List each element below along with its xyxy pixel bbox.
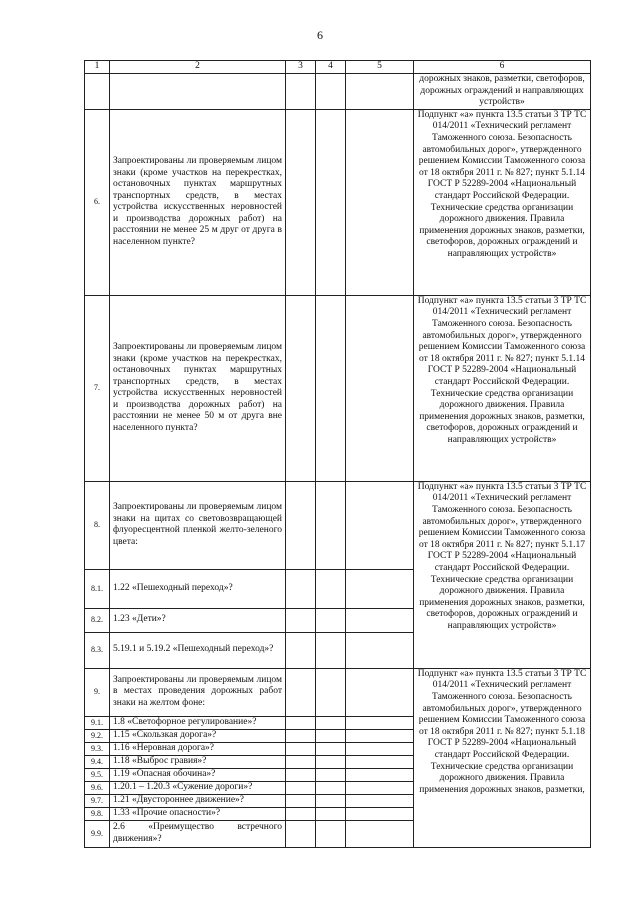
header-cell: 4 (316, 61, 346, 74)
page-number: 6 (317, 28, 323, 42)
table-row (85, 74, 591, 110)
header-cell: 5 (346, 61, 414, 74)
answer-cell-no (316, 74, 346, 110)
answer-cell-note (346, 729, 414, 742)
row-question: 1.8 «Светофорное регулирование»? (110, 716, 286, 729)
answer-cell-note (346, 807, 414, 820)
table-row (85, 295, 591, 481)
answer-cell-no (316, 755, 346, 768)
answer-cell-yes (286, 608, 316, 632)
row-question: 1.15 «Скользкая дорога»? (110, 729, 286, 742)
row-number: 8.2. (85, 608, 110, 632)
answer-cell-yes (286, 295, 316, 481)
answer-cell-yes (286, 716, 316, 729)
row-question: 1.22 «Пешеходный переход»? (110, 569, 286, 608)
answer-cell-no (316, 729, 346, 742)
row-question (110, 74, 286, 110)
row-question: Запроектированы ли проверяемым лицом знаки (кроме участков на перекрестках, остановочных пунктах маршрутных транспортных средств, в местах устройства искусственных неровностей и производства дорожных работ) на расстоянии не менее 25 м друг от друга в населенном пункте? (110, 109, 286, 295)
table-row (85, 109, 591, 295)
row-number: 7. (85, 295, 110, 481)
row-question: Запроектированы ли проверяемым лицом в местах проведения дорожных работ знаки на желтом фоне: (110, 668, 286, 716)
row-question: 1.21 «Двустороннее движение»? (110, 794, 286, 807)
answer-cell-note (346, 716, 414, 729)
answer-cell-no (316, 608, 346, 632)
answer-cell-no (316, 820, 346, 847)
answer-cell-yes (286, 755, 316, 768)
header-cell: 2 (110, 61, 286, 74)
row-number (85, 74, 110, 110)
answer-cell-no (316, 742, 346, 755)
answer-cell-yes (286, 742, 316, 755)
header-row (85, 61, 591, 74)
row-number: 9.4. (85, 755, 110, 768)
row-number: 9.3. (85, 742, 110, 755)
answer-cell-yes (286, 481, 316, 569)
header-cell: 3 (286, 61, 316, 74)
row-number: 9.7. (85, 794, 110, 807)
answer-cell-note (346, 569, 414, 608)
row-number: 9.5. (85, 768, 110, 781)
answer-cell-no (316, 632, 346, 668)
answer-cell-yes (286, 794, 316, 807)
answer-cell-note (346, 295, 414, 481)
answer-cell-no (316, 481, 346, 569)
answer-cell-note (346, 755, 414, 768)
checklist-table (84, 60, 591, 848)
answer-cell-note (346, 820, 414, 847)
answer-cell-note (346, 768, 414, 781)
answer-cell-note (346, 632, 414, 668)
answer-cell-yes (286, 820, 316, 847)
row-number: 9.9. (85, 820, 110, 847)
row-number: 8.1. (85, 569, 110, 608)
answer-cell-note (346, 794, 414, 807)
answer-cell-yes (286, 781, 316, 794)
row-number: 8.3. (85, 632, 110, 668)
row-number: 9. (85, 668, 110, 716)
answer-cell-note (346, 481, 414, 569)
row-question: 1.18 «Выброс гравия»? (110, 755, 286, 768)
row-number: 9.6. (85, 781, 110, 794)
table-row (85, 481, 591, 569)
answer-cell-note (346, 608, 414, 632)
answer-cell-note (346, 74, 414, 110)
row-number: 8. (85, 481, 110, 569)
row-number: 9.1. (85, 716, 110, 729)
answer-cell-no (316, 109, 346, 295)
row-question: 2.6 «Преимущество встречного движения»? (110, 820, 286, 847)
row-question: Запроектированы ли проверяемым лицом знаки на щитах со световозвращающей флуоресцентной пленкой желто-зеленого цвета: (110, 481, 286, 569)
row-question: 1.19 «Опасная обочина»? (110, 768, 286, 781)
answer-cell-no (316, 295, 346, 481)
answer-cell-no (316, 794, 346, 807)
row-requirement: дорожных знаков, разметки, светофоров, дорожных ограждений и направляющих устройств» (414, 74, 591, 110)
header-cell: 1 (85, 61, 110, 74)
row-question: 5.19.1 и 5.19.2 «Пешеходный переход»? (110, 632, 286, 668)
row-number: 6. (85, 109, 110, 295)
answer-cell-yes (286, 729, 316, 742)
answer-cell-no (316, 768, 346, 781)
answer-cell-yes (286, 807, 316, 820)
answer-cell-yes (286, 768, 316, 781)
answer-cell-no (316, 569, 346, 608)
answer-cell-no (316, 716, 346, 729)
answer-cell-note (346, 781, 414, 794)
row-number: 9.2. (85, 729, 110, 742)
answer-cell-yes (286, 632, 316, 668)
row-number: 9.8. (85, 807, 110, 820)
row-requirement: Подпункт «а» пункта 13.5 статьи 3 ТР ТС 014/2011 «Технический регламент Таможенного союза. Безопасность автомобильных дорог», утвержденного решением Комиссии Таможенного союза от 18 октября 2011 г. № 827; пункт 5.1.14 ГОСТ Р 52289-2004 «Национальный стандарт Российской Федерации. Технические средства организации дорожного движения. Правила применения дорожных знаков, разметки, светофоров, дорожных ограждений и направляющих устройств» (414, 295, 591, 481)
row-requirement: Подпункт «а» пункта 13.5 статьи 3 ТР ТС 014/2011 «Технический регламент Таможенного союза. Безопасность автомобильных дорог», утвержденного решением Комиссии Таможенного союза от 18 октября 2011 г. № 827; пункт 5.1.18 ГОСТ Р 52289-2004 «Национальный стандарт Российской Федерации. Технические средства организации дорожного движения. Правила применения дорожных знаков, разметки, (414, 668, 591, 847)
answer-cell-note (346, 668, 414, 716)
answer-cell-yes (286, 569, 316, 608)
row-requirement: Подпункт «а» пункта 13.5 статьи 3 ТР ТС 014/2011 «Технический регламент Таможенного союза. Безопасность автомобильных дорог», утвержденного решением Комиссии Таможенного союза от 18 октября 2011 г. № 827; пункт 5.1.17 ГОСТ Р 52289-2004 «Национальный стандарт Российской Федерации. Технические средства организации дорожного движения. Правила применения дорожных знаков, разметки, светофоров, дорожных ограждений и направляющих устройств» (414, 481, 591, 668)
answer-cell-no (316, 781, 346, 794)
row-question: 1.16 «Неровная дорога»? (110, 742, 286, 755)
answer-cell-note (346, 109, 414, 295)
answer-cell-no (316, 807, 346, 820)
table-row (85, 668, 591, 716)
header-cell: 6 (414, 61, 591, 74)
answer-cell-yes (286, 109, 316, 295)
answer-cell-yes (286, 668, 316, 716)
answer-cell-note (346, 742, 414, 755)
row-question: 1.33 «Прочие опасности»? (110, 807, 286, 820)
row-question: 1.20.1 – 1.20.3 «Сужение дороги»? (110, 781, 286, 794)
row-requirement: Подпункт «а» пункта 13.5 статьи 3 ТР ТС 014/2011 «Технический регламент Таможенного союза. Безопасность автомобильных дорог», утвержденного решением Комиссии Таможенного союза от 18 октября 2011 г. № 827; пункт 5.1.14 ГОСТ Р 52289-2004 «Национальный стандарт Российской Федерации. Технические средства организации дорожного движения. Правила применения дорожных знаков, разметки, светофоров, дорожных ограждений и направляющих устройств» (414, 109, 591, 295)
answer-cell-no (316, 668, 346, 716)
row-question: Запроектированы ли проверяемым лицом знаки (кроме участков на перекрестках, остановочных пунктах маршрутных транспортных средств, в местах устройства искусственных неровностей и производства дорожных работ) на расстоянии не менее 50 м от друга вне населенного пункта? (110, 295, 286, 481)
row-question: 1.23 «Дети»? (110, 608, 286, 632)
answer-cell-yes (286, 74, 316, 110)
